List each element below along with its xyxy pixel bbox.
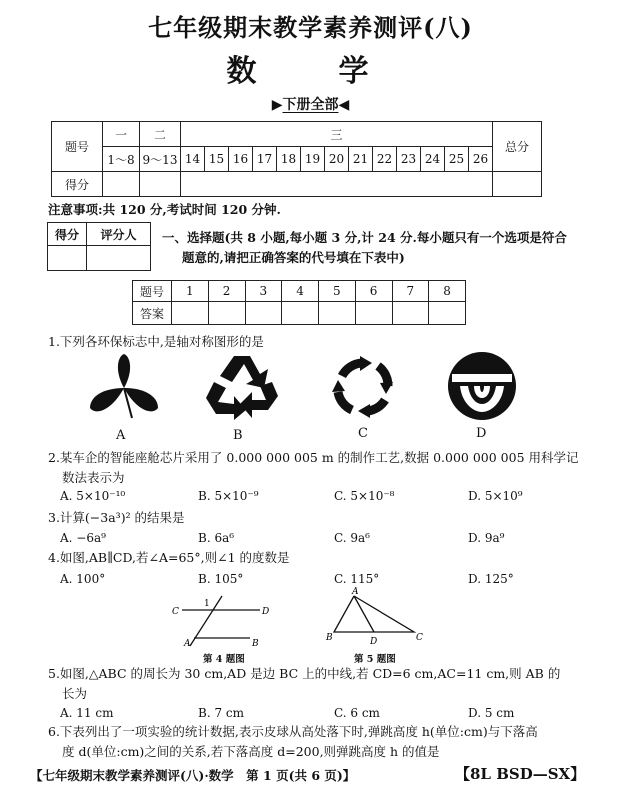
fig5-triangle-diagram: [322, 586, 432, 650]
exam-title: 七年级期末教学素养测评(八): [148, 13, 473, 42]
grader-score-label: 得分: [48, 223, 87, 246]
answer-input-cell[interactable]: [392, 302, 429, 325]
q4-option-b[interactable]: B. 105°: [198, 572, 244, 586]
fig4-label-b: B: [252, 639, 259, 649]
answer-input-cell[interactable]: [429, 302, 466, 325]
range-cell: 18: [277, 147, 301, 172]
question-number-cell: 6: [355, 281, 392, 302]
fig4-caption: 第 4 题图: [203, 654, 245, 665]
score-input-cell[interactable]: [140, 172, 181, 197]
range-cell: 15: [205, 147, 229, 172]
fig4-label-d: D: [262, 607, 270, 617]
answer-table-header-cell: 题号: [133, 281, 172, 302]
q3-option-b[interactable]: B. 6a⁶: [198, 531, 235, 545]
section-cell: 一: [103, 122, 140, 147]
q1-label-b: B: [233, 428, 243, 443]
score-input-cell[interactable]: [181, 172, 493, 197]
grader-name-input[interactable]: [87, 246, 151, 271]
score-input-cell[interactable]: [103, 172, 140, 197]
paper-code: 【8L BSD—SX】: [455, 765, 586, 783]
answer-input-cell[interactable]: [319, 302, 356, 325]
fig4-parallel-lines-diagram: [168, 592, 274, 652]
q6-stem: [48, 722, 538, 762]
q5-stem-line: 长为: [62, 686, 88, 701]
answer-input-cell[interactable]: [208, 302, 245, 325]
fig4-angle-label: 1: [204, 599, 210, 609]
q3-option-c[interactable]: C. 9a⁶: [334, 531, 370, 545]
fig5-label-c: C: [416, 633, 423, 643]
q1-label-a: A: [116, 428, 126, 443]
range-cell: 25: [445, 147, 469, 172]
fig5-caption: 第 5 题图: [354, 654, 396, 665]
triangle-right-icon: ▶: [271, 97, 283, 113]
answer-input-cell[interactable]: [172, 302, 209, 325]
section1-heading-line: 一、选择题(共 8 小题,每小题 3 分,计 24 分.每小题只有一个选项是符合: [162, 230, 567, 245]
q5-stem-line: 5.如图,△ABC 的周长为 30 cm,AD 是边 BC 上的中线,若 CD=6 cm,AC=11 cm,则 AB 的: [48, 666, 561, 681]
question-number-cell: 1: [172, 281, 209, 302]
answer-input-cell[interactable]: [355, 302, 392, 325]
exam-notice: 注意事项:共 120 分,考试时间 120 分钟.: [48, 202, 281, 217]
range-cell: 22: [373, 147, 397, 172]
range-cell: 24: [421, 147, 445, 172]
circular-arrows-icon: [328, 354, 398, 420]
question-number-cell: 3: [245, 281, 282, 302]
q6-stem-line: 6.下表列出了一项实验的统计数据,表示皮球从高处落下时,弹跳高度 h(单位:cm)与下落高: [48, 724, 538, 739]
question-number-cell: 4: [282, 281, 319, 302]
grader-box: [47, 222, 151, 271]
answer-input-cell[interactable]: [282, 302, 319, 325]
range-cell: 17: [253, 147, 277, 172]
fig5-label-a: A: [352, 587, 359, 597]
range-cell: 26: [469, 147, 493, 172]
section1-heading: [162, 228, 567, 268]
q1-stem: 1.下列各环保标志中,是轴对称图形的是: [48, 334, 264, 349]
section1-heading-line: 题意的,请把正确答案的代号填在下表中): [182, 250, 405, 265]
range-cell: 1～8: [103, 147, 140, 172]
q2-option-a[interactable]: A. 5×10⁻¹⁰: [60, 489, 126, 503]
q2-stem: [48, 448, 579, 488]
total-label-cell: 总分: [493, 122, 542, 172]
q6-stem-line: 度 d(单位:cm)之间的关系,若下落高度 d=200,则弹跳高度 h 的值是: [62, 744, 440, 759]
question-number-cell: 8: [429, 281, 466, 302]
q3-stem: 3.计算(−3a³)² 的结果是: [48, 510, 185, 525]
question-number-cell: 7: [392, 281, 429, 302]
section-cell: 三: [181, 122, 493, 147]
score-row-label: 得分: [52, 172, 103, 197]
answer-table: [132, 280, 466, 325]
q2-option-d[interactable]: D. 5×10⁹: [468, 489, 523, 503]
triangle-left-icon: ◀: [338, 97, 350, 113]
q1-label-c: C: [358, 426, 368, 441]
q3-option-d[interactable]: D. 9a⁹: [468, 531, 505, 545]
range-cell: 21: [349, 147, 373, 172]
q4-stem: 4.如图,AB∥CD,若∠A=65°,则∠1 的度数是: [48, 550, 290, 565]
answer-row-label: 答案: [133, 302, 172, 325]
range-cell: 20: [325, 147, 349, 172]
page-footer: 【七年级期末教学素养测评(八)·数学 第 1 页(共 6 页)】: [30, 768, 356, 783]
range-cell: 9～13: [140, 147, 181, 172]
question-number-cell: 5: [319, 281, 356, 302]
range-cell: 14: [181, 147, 205, 172]
q4-option-c[interactable]: C. 115°: [334, 572, 380, 586]
q2-option-b[interactable]: B. 5×10⁻⁹: [198, 489, 259, 503]
section-cell: 二: [140, 122, 181, 147]
range-cell: 16: [229, 147, 253, 172]
circle-emblem-icon: [446, 350, 518, 422]
fig4-label-c: C: [172, 607, 179, 617]
q3-option-a[interactable]: A. −6a⁹: [60, 531, 106, 545]
grader-score-input[interactable]: [48, 246, 87, 271]
q2-option-c[interactable]: C. 5×10⁻⁸: [334, 489, 395, 503]
q5-option-d[interactable]: D. 5 cm: [468, 706, 515, 720]
three-leaf-logo-icon: [84, 352, 164, 424]
score-table-header-cell: 题号: [52, 122, 103, 172]
score-table: [51, 121, 542, 197]
q1-label-d: D: [476, 426, 487, 441]
q2-stem-line: 2.某车企的智能座舱芯片采用了 0.000 000 005 m 的制作工艺,数据 0.000 000 005 用科学记: [48, 450, 579, 465]
fig5-label-d: D: [370, 637, 378, 647]
q4-option-a[interactable]: A. 100°: [60, 572, 106, 586]
question-number-cell: 2: [208, 281, 245, 302]
fig4-label-a: A: [184, 639, 191, 649]
fig5-label-b: B: [326, 633, 333, 643]
q5-option-c[interactable]: C. 6 cm: [334, 706, 380, 720]
scope-banner: [0, 94, 621, 114]
q2-stem-line: 数法表示为: [62, 470, 125, 485]
subject-title: 数 学: [226, 54, 395, 89]
grader-name-label: 评分人: [87, 223, 151, 246]
scope-label: 下册全部: [282, 97, 339, 113]
range-cell: 23: [397, 147, 421, 172]
answer-input-cell[interactable]: [245, 302, 282, 325]
q4-option-d[interactable]: D. 125°: [468, 572, 514, 586]
q5-option-a[interactable]: A. 11 cm: [60, 706, 114, 720]
recycle-icon: [204, 352, 280, 422]
q5-option-b[interactable]: B. 7 cm: [198, 706, 244, 720]
total-input-cell[interactable]: [493, 172, 542, 197]
range-cell: 19: [301, 147, 325, 172]
q5-stem: [48, 664, 560, 704]
